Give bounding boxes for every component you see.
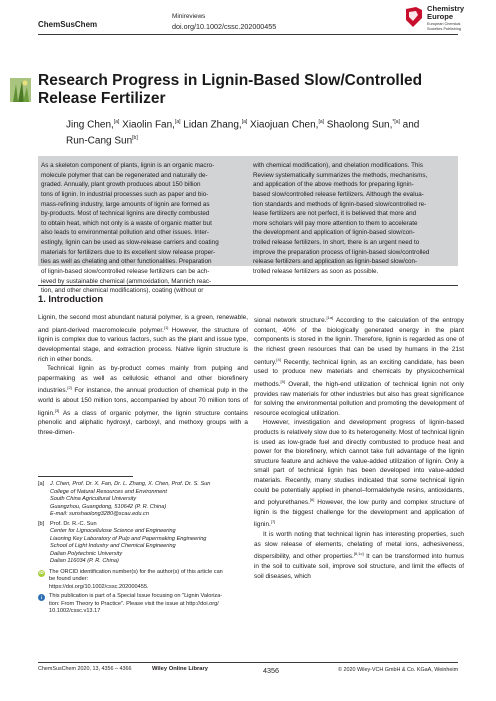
affiliation-line: J. Chen, Prof. Dr. X. Fan, Dr. L. Zhang, X. Chen, Prof. Dr. S. Sun: [50, 481, 211, 487]
abstract-line: with chemical modification), and chelation modifications. This: [253, 162, 423, 169]
abstract-line: more scholars will pay more attention to them to accelerate: [253, 219, 418, 227]
special-issue-note[interactable]: i This publication is part of a Special Issue focusing on "Lignin Valoriza- tion: From Theory to Practice". Please visit the issue at http://doi.org/ 10.1002/cssc.v13.17: [38, 593, 248, 616]
affiliation-line: College of Natural Resources and Environment: [50, 488, 167, 495]
orcid-note[interactable]: iD The ORCID identification number(s) for the author(s) of this article can be found under: https://doi.org/10.1002/cssc.202000455.: [39, 568, 223, 590]
affiliations: [38, 481, 248, 616]
affiliation-line: Dalian Polytechnic University: [50, 550, 123, 557]
abstract-line: As a skeleton component of plants, lignin is an organic macro-: [41, 162, 215, 169]
orcid-icon: iD: [39, 570, 44, 576]
lignin-plant-thumbnail-icon: [10, 78, 31, 102]
special-issue-icon: i: [38, 594, 45, 601]
body-paragraph: Technical lignin as by-product comes mainly from pulping and papermaking as well as cellulosic ethanol and other biorefinery industries.[2] For instance, the annual production of chemical pulp in the world is about 150 million tons, accompanied by about 70 million tons of lignin.[3] As a class of organic polymer, the lignin structure contains phenolic and aliphatic hydroxyl, carboxyl, and methoxy groups with a three-dimen-: [38, 365, 248, 436]
body-paragraph: Lignin, the second most abundant natural polymer, is a green, renewable, and plant-derived macromolecule polymer.[1] However, the structure of lignin is complex due to various factors, such as the plant and issue type, developmental stage, and extraction process. Native lignin structure is rich in ether bonds.: [38, 314, 248, 363]
abstract-line: molecule polymer that can be regenerated and naturally de-: [41, 171, 208, 179]
author-name: Jing Chen,: [66, 119, 114, 131]
author-name: Shaolong Sun,: [324, 119, 393, 131]
section-label: Minireviews: [172, 13, 206, 20]
author-affiliation-mark: [a]: [174, 119, 181, 125]
page-number: 4356: [263, 666, 279, 675]
article-title: Research Progress in Lignin-Based Slow/Controlled Release Fertilizer: [38, 72, 423, 107]
chemistry-europe-logo-icon: [405, 6, 423, 28]
author-list: [66, 116, 446, 147]
author-name: and: [399, 119, 420, 131]
affiliation-line: Liaoning Key Laboratory of Pulp and Papermaking Engineering: [50, 535, 207, 542]
author-name: Xiaojuan Chen,: [247, 119, 319, 131]
abstract-line: estingly, lignin can be used as slow-release carriers and coating: [41, 239, 219, 246]
author-name: Xiaolin Fan,: [119, 119, 175, 131]
author-affiliation-mark: [b]: [132, 134, 138, 141]
author-name: Run-Cang Sun: [66, 134, 133, 146]
affiliation-a: [a] J. Chen, Prof. Dr. X. Fan, Dr. L. Zhang, X. Chen, Prof. Dr. S. Sun College of Natural Resources and Environment South China Agricultural University Guangzhou, Guangdong, 510642 (P. R. China) E-mail: sunshaolong3280@scau.edu.cn: [38, 481, 211, 517]
body-paragraph: It is worth noting that technical lignin has interesting properties, such as slow release of elements, chelating of metal ions, adhesiveness, dispersibility, and other properties.[8,1c] It can be transformed into humus in the soil to cultivate soil, improve soil structure, and limit the effects of soil diseases, which: [254, 531, 464, 580]
journal-name: ChemSusChem: [38, 20, 98, 29]
intro-left-column: [38, 313, 248, 438]
logo-title: Chemistry Europe: [427, 4, 465, 21]
logo-subtitle: European Chemical Societies Publishing: [427, 22, 461, 31]
abstract-line: Review systematically summarizes the methods, mechanisms,: [253, 171, 428, 179]
abstract-line: of lignin-based slow/controlled release fertilizers can be ach-: [41, 267, 210, 275]
citation-ref[interactable]: [5]: [280, 378, 285, 384]
affiliation-line: School of Light Industry and Chemical Engineering: [50, 543, 176, 549]
article-doi[interactable]: doi.org/10.1002/cssc.202000455: [172, 22, 277, 31]
citation-ref[interactable]: [2]: [67, 385, 72, 391]
author-affiliation-mark: [a]: [241, 119, 248, 125]
abstract-line: and application of the above methods for preparing lignin-: [253, 181, 414, 189]
affiliation-line: Dalian 116034 (P. R. China): [50, 558, 119, 564]
author-affiliation-mark: [a]: [318, 119, 324, 125]
abstract-line: tion standards and methods of lignin-based slow/controlled re-: [253, 200, 427, 208]
intro-right-column: [254, 313, 464, 581]
affiliation-line: Guangzhou, Guangdong, 510642 (P. R. China): [50, 503, 167, 510]
author-name: Lidan Zhang,: [180, 119, 242, 131]
affiliation-line: E-mail: sunshaolong3280@scau.edu.cn: [50, 511, 149, 517]
citation-ref[interactable]: [4]: [276, 356, 281, 362]
orcid-link[interactable]: https://doi.org/10.1002/cssc.202000455.: [49, 583, 149, 590]
abstract-line: to obtain heat, which not only is a waste of organic matter but: [41, 219, 212, 227]
abstract-line: tons of lignin. In industrial processes such as paper and bio-: [41, 190, 209, 198]
footer-publisher[interactable]: Wiley Online Library: [152, 666, 208, 672]
section-heading-introduction: 1. Introduction: [38, 293, 104, 304]
body-paragraph: sional network structure.[1a] According to the calculation of the entropy content, 40% of the biologically generated energy in the plant components is stored in the lignin. Therefore, lignin is regarded as one of the richest green resources that can be used by humans in the 21st century.[4] Recently, technical lignin, as an exciting candidate, has been used to produce new materials and chemicals by physicochemical methods.[5] Overall, the high-end utilization of technical lignin not only provides raw materials for other industries but also has great significance for solving the environmental pollution and promoting the development of resource ecological utilization.: [254, 315, 464, 417]
citation-ref[interactable]: [7]: [270, 519, 276, 525]
abstract-line: tion, and other chemical modifications), coating (without or: [41, 287, 204, 295]
intro-rule: [38, 285, 458, 286]
abstract-line: also leads to environmental pollution and other issues. Inter-: [41, 229, 210, 237]
citation-ref[interactable]: [1]: [163, 324, 169, 330]
header-rule: [38, 34, 458, 35]
abstract-line: materials for fertilizers due to its excellent slow release proper-: [41, 248, 216, 256]
abstract-line: mass-refining industry, large amounts of lignin are formed as: [41, 200, 210, 208]
affiliation-line: Center for Lignocellulose Science and Engineering: [50, 528, 176, 534]
author-affiliation-mark: *[a]: [392, 119, 400, 125]
affiliation-rule: [38, 476, 133, 477]
abstract-line: trolled release fertilizers as soon as possible.: [253, 267, 379, 275]
citation-ref[interactable]: [1a]: [326, 315, 334, 320]
footer-citation: ChemSusChem 2020, 13, 4356 – 4366: [38, 666, 132, 672]
abstract-right-column: [253, 161, 453, 277]
special-issue-link[interactable]: 10.1002/cssc.v13.17: [49, 608, 101, 614]
body-paragraph: However, investigation and development progress of lignin-based products is relatively slow due to its heterogeneity. Most of technical lignin is used as low-grade fuel and directly combusted to produce heat and power for the biorefinery, which cannot take full advantage of the lignin structure feature and achieve the value-added utilization of lignin. Only a small part of technical lignin has been developed into value-added materials. Recently, many studies indicated that some technical lignin could be potentially applied in phenol–formaldehyde resins, antioxidants, and polyurethanes.[6] However, the low purity and complex structure of lignin is the biggest challenge for the development and application of lignin.[7]: [254, 419, 464, 529]
abstract-line: based slow/controlled release fertilizers. Although the evalua-: [253, 190, 424, 198]
footer-rule: [38, 662, 458, 663]
citation-ref[interactable]: [3]: [54, 407, 60, 413]
author-affiliation-mark: [a]: [113, 119, 120, 125]
citation-ref[interactable]: [8,1c]: [353, 551, 364, 557]
abstract-line: ties as well as chelating and other functionalities. Preparation: [41, 258, 212, 266]
abstract-line: the development and application of lignin-based slow/con-: [253, 229, 415, 237]
affiliation-b: [b] Prof. Dr. R.-C. Sun Center for Lignocellulose Science and Engineering Liaoning Key Laboratory of Pulp and Papermaking Engineering School of Light Industry and Chemical Engineering Dalian Polytechnic University Dalian 116034 (P. R. China): [38, 520, 207, 564]
affiliation-line: South China Agricultural University: [50, 496, 137, 502]
abstract-line: lease fertilizers are not perfect, it is believed that more and: [253, 210, 417, 218]
affiliation-line: Prof. Dr. R.-C. Sun: [50, 520, 97, 527]
abstract-line: ieved by sustainable chemical (ammoxidation, Mannich reac-: [41, 277, 212, 285]
abstract-line: by-products. Most of technical lignins are directly combusted: [41, 210, 210, 218]
abstract-line: trolled release fertilizers. In short, there is an urgent need to: [253, 239, 420, 246]
abstract-left-column: [41, 161, 241, 296]
abstract-line: release fertilizers and application as lignin-based slow/con-: [253, 258, 418, 266]
abstract-line: improve the preparation process of lignin-based slow/controlled: [253, 248, 430, 256]
abstract-line: graded. Annually, plant growth produces about 150 billion: [41, 181, 201, 189]
footer-copyright: © 2020 Wiley-VCH GmbH & Co. KGaA, Weinheim: [338, 667, 459, 673]
citation-ref[interactable]: [6]: [309, 497, 315, 503]
